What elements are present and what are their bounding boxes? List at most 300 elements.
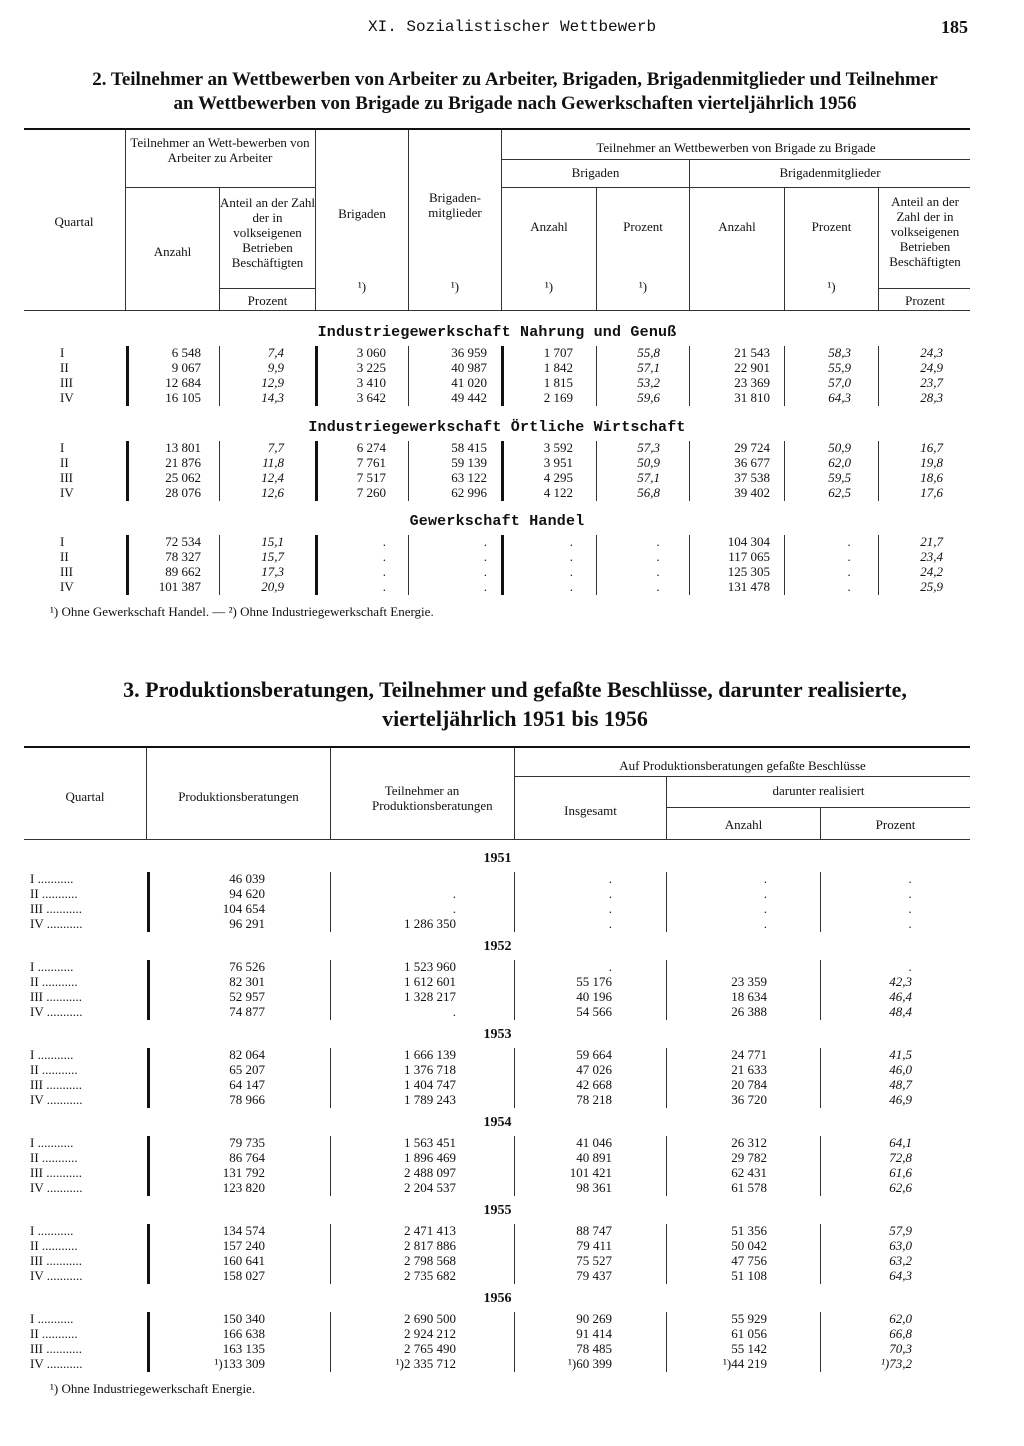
table-cell: 3 060 (356, 345, 386, 360)
table-cell: 1 789 243 (404, 1092, 456, 1107)
table-cell: 57,0 (828, 375, 851, 390)
table-cell: 16,7 (920, 440, 943, 455)
section-heading: Industriegewerkschaft Örtliche Wirtschaft (308, 419, 686, 436)
t3-header-produktionsberatungen: Produktionsberatungen (178, 789, 299, 804)
table-cell: 3 951 (543, 455, 573, 470)
table-cell: 3 642 (356, 390, 386, 405)
year-heading: 1951 (483, 851, 512, 866)
table-cell: . (569, 534, 573, 549)
table-cell: 50,9 (637, 455, 660, 470)
table-cell: 41 020 (451, 375, 487, 390)
table-cell: 9,9 (267, 360, 284, 375)
table-cell: . (908, 901, 912, 916)
table-cell: 24,9 (920, 360, 943, 375)
table-cell: 16 105 (165, 390, 201, 405)
footnote-mark: ¹) (357, 279, 367, 294)
table-cell: 4 295 (543, 470, 573, 485)
page-number: 185 (941, 17, 968, 37)
table-cell: . (382, 534, 386, 549)
table-cell: 79 411 (576, 1238, 612, 1253)
table-cell: 163 135 (222, 1341, 265, 1356)
table-cell: 86 764 (229, 1150, 265, 1165)
table3-title-line2: vierteljährlich 1951 bis 1956 (382, 706, 648, 731)
quartal-label: IV (60, 485, 74, 500)
table-cell: 23,4 (920, 549, 943, 564)
table-cell: 2 204 537 (404, 1180, 456, 1195)
table-cell: . (569, 549, 573, 564)
table-cell: 2 798 568 (404, 1253, 456, 1268)
quartal-label: II ........... (30, 886, 78, 901)
table-cell: 2 735 682 (404, 1268, 456, 1283)
table-cell: 24,2 (920, 564, 943, 579)
quartal-label: III (60, 375, 73, 390)
table-cell: 1 523 960 (404, 959, 456, 974)
table-cell: 1 666 139 (404, 1047, 456, 1062)
header-brigadenmitglieder: Brigaden-mitglieder (428, 190, 482, 220)
table-cell: 72,8 (889, 1150, 912, 1165)
table-cell: 64,1 (889, 1135, 912, 1150)
table-cell: . (656, 549, 660, 564)
table-cell: 158 027 (222, 1268, 265, 1283)
table-cell: 31 810 (734, 390, 770, 405)
table-cell: 42 668 (576, 1077, 612, 1092)
table-cell: 13 801 (165, 440, 201, 455)
quartal-label: I ........... (30, 871, 74, 886)
table-cell: 57,1 (637, 360, 660, 375)
table-cell: 3 592 (543, 440, 573, 455)
table-cell: 1 896 469 (404, 1150, 456, 1165)
header-prozent-c: Prozent (811, 219, 852, 234)
t3-header-darunter: darunter realisiert (772, 783, 865, 798)
table-cell: 57,9 (889, 1223, 912, 1238)
table-cell: 2 169 (543, 390, 573, 405)
table-cell: 21 876 (165, 455, 201, 470)
table-cell: 2 817 886 (404, 1238, 456, 1253)
quartal-label: IV ........... (30, 1268, 83, 1283)
table-cell: 62,5 (828, 485, 851, 500)
header-anzahl-b: Anzahl (530, 219, 568, 234)
header-sub-mitglieder: Brigadenmitglieder (779, 165, 881, 180)
table-cell: . (483, 564, 487, 579)
table2-footnote: ¹) Ohne Gewerkschaft Handel. — ²) Ohne Industriegewerkschaft Energie. (50, 604, 434, 619)
table-cell: 63,0 (889, 1238, 912, 1253)
table-cell: 125 305 (727, 564, 770, 579)
table-cell: 53,2 (637, 375, 660, 390)
table-cell: 72 534 (165, 534, 201, 549)
t3-header-beschluesse: Auf Produktionsberatungen gefaßte Beschlüsse (619, 758, 866, 773)
table-cell: 29 724 (734, 440, 770, 455)
table-cell: 7 517 (356, 470, 386, 485)
table-cell: 62 996 (451, 485, 487, 500)
table-cell: . (908, 871, 912, 886)
table3-title-line1: 3. Produktionsberatungen, Teilnehmer und gefaßte Beschlüsse, darunter realisierte, (123, 677, 907, 702)
table-cell: . (656, 564, 660, 579)
quartal-label: I ........... (30, 959, 74, 974)
table-cell: 131 478 (727, 579, 770, 594)
table-cell: 47 026 (576, 1062, 612, 1077)
table-cell: 42,3 (889, 974, 912, 989)
quartal-label: I (60, 534, 65, 549)
header-anzahl-c: Anzahl (718, 219, 756, 234)
table-cell: 46,4 (889, 989, 912, 1004)
table-cell: 61,6 (889, 1165, 912, 1180)
quartal-label: IV ........... (30, 1356, 83, 1371)
quartal-label: I ........... (30, 1223, 74, 1238)
table-cell: 104 654 (222, 901, 265, 916)
quartal-label: III ........... (30, 1253, 82, 1268)
table-cell: . (847, 549, 851, 564)
table-cell: 12,4 (261, 470, 284, 485)
quartal-label: I ........... (30, 1047, 74, 1062)
section-heading: Industriegewerkschaft Nahrung und Genuß (317, 324, 677, 341)
table-cell: 36 959 (451, 345, 487, 360)
table-cell: 20 784 (731, 1077, 767, 1092)
table-cell: . (608, 901, 612, 916)
table-cell: 94 620 (229, 886, 265, 901)
table-cell: 75 527 (576, 1253, 612, 1268)
table-cell: 58 415 (451, 440, 487, 455)
year-heading: 1954 (483, 1115, 512, 1130)
quartal-label: IV (60, 390, 74, 405)
table-cell: 57,3 (637, 440, 660, 455)
table-cell: 91 414 (576, 1326, 612, 1341)
table-cell: . (569, 564, 573, 579)
table-cell: 61 578 (731, 1180, 767, 1195)
table-cell: ¹)60 399 (568, 1356, 612, 1371)
footnote-mark: ¹) (827, 279, 836, 294)
table-cell: 25 062 (165, 470, 201, 485)
table-cell: 2 765 490 (404, 1341, 456, 1356)
table-cell: 36 677 (734, 455, 770, 470)
table-cell: 1 286 350 (404, 916, 456, 931)
table-cell: 70,3 (889, 1341, 912, 1356)
table-cell: 46 039 (229, 871, 265, 886)
table-cell: ¹)2 335 712 (395, 1356, 456, 1371)
table-cell: 59,6 (637, 390, 660, 405)
table-cell: 131 792 (222, 1165, 265, 1180)
table-cell: 56,8 (637, 485, 660, 500)
table-cell: . (908, 886, 912, 901)
table3-footnote: ¹) Ohne Industriegewerkschaft Energie. (50, 1381, 256, 1396)
table-cell: . (763, 916, 767, 931)
table-cell: 82 301 (229, 974, 265, 989)
table-cell: 88 747 (576, 1223, 612, 1238)
table-cell: 101 421 (569, 1165, 612, 1180)
header-sub-brigaden: Brigaden (571, 165, 620, 180)
table-cell: 1 376 718 (404, 1062, 456, 1077)
quartal-label: IV ........... (30, 1004, 83, 1019)
table-cell: 101 387 (158, 579, 201, 594)
table-cell: . (763, 871, 767, 886)
table-cell: . (452, 1004, 456, 1019)
table-cell: 6 548 (171, 345, 201, 360)
quartal-label: II ........... (30, 1062, 78, 1077)
table-cell: . (382, 579, 386, 594)
table-cell: 96 291 (229, 916, 265, 931)
table-cell: 6 274 (356, 440, 386, 455)
table-cell: 59,5 (828, 470, 851, 485)
table-cell: 78 327 (165, 549, 201, 564)
table-cell: 17,3 (261, 564, 284, 579)
header-group-b: Teilnehmer an Wettbewerben von Brigade zu Brigade (596, 140, 876, 155)
header-anzahl-a: Anzahl (153, 244, 192, 259)
table2-title-line1: 2. Teilnehmer an Wettbewerben von Arbeiter zu Arbeiter, Brigaden, Brigadenmitglieder und Teilnehmer (92, 69, 938, 90)
table-cell: 12,9 (261, 375, 284, 390)
table-cell: 20,9 (261, 579, 284, 594)
quartal-label: III ........... (30, 1165, 82, 1180)
table-cell: 78 966 (229, 1092, 265, 1107)
table-cell: 79 437 (576, 1268, 612, 1283)
table-cell: . (382, 549, 386, 564)
section-heading: Gewerkschaft Handel (409, 513, 585, 530)
header-group-a: Teilnehmer an Wett-bewerben von Arbeiter zu Arbeiter (130, 135, 310, 165)
table-cell: 64,3 (828, 390, 851, 405)
table-cell: 1 815 (543, 375, 573, 390)
table-cell: 14,3 (261, 390, 284, 405)
table-cell: 23,7 (920, 375, 943, 390)
table-cell: . (452, 886, 456, 901)
table-cell: ¹)73,2 (881, 1356, 912, 1371)
table-cell: 57,1 (637, 470, 660, 485)
table-cell: . (908, 916, 912, 931)
table-cell: . (608, 886, 612, 901)
table-cell: . (763, 886, 767, 901)
table-cell: 63 122 (451, 470, 487, 485)
table-cell: 46,9 (889, 1092, 912, 1107)
table-cell: 29 782 (731, 1150, 767, 1165)
table-cell: 160 641 (222, 1253, 265, 1268)
table-cell: 17,6 (920, 485, 943, 500)
header-prozent-b: Prozent (623, 219, 663, 234)
table-cell: 98 361 (576, 1180, 612, 1195)
table-cell: . (847, 564, 851, 579)
table-cell: . (382, 564, 386, 579)
table-cell: 26 388 (731, 1004, 767, 1019)
table-cell: 123 820 (222, 1180, 265, 1195)
table-cell: 1 842 (543, 360, 573, 375)
table-cell: 1 404 747 (404, 1077, 456, 1092)
quartal-label: I (60, 440, 65, 455)
table-cell: 18,6 (920, 470, 943, 485)
table-cell: 12 684 (165, 375, 201, 390)
table-cell: . (452, 901, 456, 916)
footnote-mark: ¹) (544, 279, 554, 294)
table-cell: 26 312 (731, 1135, 767, 1150)
t3-header-prozent: Prozent (875, 817, 916, 832)
table-cell: 40 196 (576, 989, 612, 1004)
table-cell: . (483, 579, 487, 594)
quartal-label: III (60, 470, 73, 485)
table-cell: 36 720 (731, 1092, 767, 1107)
table-cell: ¹)44 219 (723, 1356, 767, 1371)
table-cell: 59 664 (576, 1047, 612, 1062)
table-cell: 7 260 (356, 485, 386, 500)
table-cell: . (608, 916, 612, 931)
table-cell: 54 566 (576, 1004, 612, 1019)
quartal-label: III ........... (30, 1341, 82, 1356)
table-cell: . (608, 959, 612, 974)
table-cell: 41 046 (576, 1135, 612, 1150)
quartal-label: II (60, 455, 69, 470)
table-cell: 40 987 (451, 360, 487, 375)
table-cell: 18 634 (731, 989, 767, 1004)
t3-header-insgesamt: Insgesamt (564, 803, 617, 818)
table-cell: 66,8 (889, 1326, 912, 1341)
table-cell: . (656, 579, 660, 594)
table-cell: 76 526 (229, 959, 265, 974)
t3-header-anzahl: Anzahl (724, 817, 763, 832)
running-head-title: XI. Sozialistischer Wettbewerb (368, 18, 657, 36)
table-cell: 11,8 (262, 455, 284, 470)
quartal-label: III ........... (30, 1077, 82, 1092)
table-cell: . (656, 534, 660, 549)
table-cell: 15,1 (261, 534, 284, 549)
t3-header-quartal: Quartal (65, 789, 105, 804)
table-cell: 50 042 (731, 1238, 767, 1253)
footnote-mark: ¹) (638, 279, 648, 294)
table-cell: 49 442 (451, 390, 487, 405)
quartal-label: III ........... (30, 989, 82, 1004)
table-cell: 52 957 (229, 989, 265, 1004)
quartal-label: III (60, 564, 73, 579)
table-cell: . (847, 534, 851, 549)
table-cell: 41,5 (889, 1047, 912, 1062)
table-cell: 1 612 601 (404, 974, 456, 989)
table-cell: 28 076 (165, 485, 201, 500)
year-heading: 1952 (483, 939, 512, 954)
table-cell: 59 139 (451, 455, 487, 470)
table-cell: 1 328 217 (404, 989, 456, 1004)
table-cell: 58,3 (828, 345, 851, 360)
table-cell: 64,3 (889, 1268, 912, 1283)
table-cell: 37 538 (734, 470, 770, 485)
year-heading: 1955 (483, 1203, 512, 1218)
table-cell: 21 633 (731, 1062, 767, 1077)
table-cell: 157 240 (222, 1238, 265, 1253)
table-cell: 63,2 (889, 1253, 912, 1268)
quartal-label: IV ........... (30, 1092, 83, 1107)
quartal-label: II ........... (30, 1326, 78, 1341)
table-cell: . (847, 579, 851, 594)
header-anteil-a: Anteil an der Zahl der in volkseigenen Betrieben Beschäftigten (220, 195, 315, 270)
table-cell: 28,3 (920, 390, 943, 405)
table-cell: 55 929 (731, 1311, 767, 1326)
table-cell: 55 142 (731, 1341, 767, 1356)
header-anteil-c: Anteil an der Zahl der in volkseigenen Betrieben Beschäftigten (889, 194, 961, 269)
table-cell: 7,4 (267, 345, 284, 360)
table-cell: . (908, 959, 912, 974)
table-cell: 55,9 (828, 360, 851, 375)
table-cell: 104 304 (727, 534, 770, 549)
quartal-label: IV ........... (30, 1180, 83, 1195)
quartal-label: II (60, 360, 69, 375)
table-cell: 82 064 (229, 1047, 265, 1062)
table-cell: 117 065 (728, 549, 770, 564)
quartal-label: I ........... (30, 1311, 74, 1326)
table-cell: 7 761 (356, 455, 386, 470)
quartal-label: II ........... (30, 1238, 78, 1253)
quartal-label: I ........... (30, 1135, 74, 1150)
table-cell: 51 108 (731, 1268, 767, 1283)
table-cell: 166 638 (222, 1326, 265, 1341)
table-cell: 15,7 (261, 549, 284, 564)
table-cell: 79 735 (229, 1135, 265, 1150)
quartal-label: I (60, 345, 65, 360)
t3-header-teilnehmer: Teilnehmer an Produktionsberatungen (372, 783, 493, 813)
table-cell: 1 707 (543, 345, 573, 360)
table-cell: 2 471 413 (404, 1223, 456, 1238)
table-cell: 50,9 (828, 440, 851, 455)
table-cell: 9 067 (171, 360, 201, 375)
table-cell: 1 563 451 (404, 1135, 456, 1150)
table-cell: 23 359 (731, 974, 767, 989)
table-cell: 2 924 212 (404, 1326, 456, 1341)
header-prozent-d: Prozent (905, 293, 945, 308)
table-cell: 46,0 (889, 1062, 912, 1077)
quartal-label: II ........... (30, 974, 78, 989)
table-cell: . (608, 871, 612, 886)
table-cell: . (569, 579, 573, 594)
quartal-label: II (60, 549, 69, 564)
table-cell: 48,4 (889, 1004, 912, 1019)
table-cell: . (763, 901, 767, 916)
table-cell: 21 543 (734, 345, 770, 360)
table-cell: 22 901 (734, 360, 770, 375)
table-cell: 61 056 (731, 1326, 767, 1341)
table-cell: 3 410 (356, 375, 386, 390)
table2-title-line2: an Wettbewerben von Brigade zu Brigade nach Gewerkschaften vierteljährlich 1956 (173, 93, 857, 114)
table-cell: 2 690 500 (404, 1311, 456, 1326)
table-cell: 90 269 (576, 1311, 612, 1326)
header-prozent-a: Prozent (247, 293, 288, 308)
table-cell: 74 877 (229, 1004, 265, 1019)
table-cell: 62 431 (731, 1165, 767, 1180)
table-cell: 7,7 (267, 440, 284, 455)
quartal-label: IV (60, 579, 74, 594)
table-cell: 78 218 (576, 1092, 612, 1107)
table-cell: 55,8 (637, 345, 660, 360)
year-heading: 1956 (483, 1291, 512, 1306)
table-cell: . (483, 534, 487, 549)
table-cell: 25,9 (920, 579, 943, 594)
table-cell: 55 176 (576, 974, 612, 989)
header-brigaden: Brigaden (338, 206, 386, 221)
table-cell: 3 225 (356, 360, 386, 375)
table-cell: 47 756 (731, 1253, 767, 1268)
table-cell: 19,8 (920, 455, 943, 470)
table-cell: . (483, 549, 487, 564)
table-cell: 21,7 (920, 534, 943, 549)
table-cell: 23 369 (734, 375, 770, 390)
table-cell: 62,0 (828, 455, 851, 470)
table-cell: 24,3 (920, 345, 943, 360)
table-cell: 150 340 (222, 1311, 265, 1326)
quartal-label: IV ........... (30, 916, 83, 931)
table-cell: 65 207 (229, 1062, 265, 1077)
header-quartal: Quartal (54, 214, 94, 229)
table-cell: 62,6 (889, 1180, 912, 1195)
table-cell: ¹)133 309 (214, 1356, 265, 1371)
table-cell: 24 771 (731, 1047, 767, 1062)
table-cell: 64 147 (229, 1077, 265, 1092)
table-cell: 2 488 097 (404, 1165, 456, 1180)
quartal-label: II ........... (30, 1150, 78, 1165)
footnote-mark: ¹) (450, 279, 460, 294)
year-heading: 1953 (483, 1027, 512, 1042)
table-cell: 51 356 (731, 1223, 767, 1238)
table-cell: 12,6 (261, 485, 284, 500)
table-cell: 78 485 (576, 1341, 612, 1356)
